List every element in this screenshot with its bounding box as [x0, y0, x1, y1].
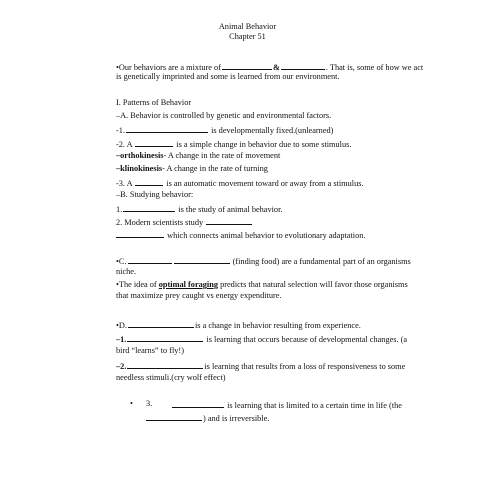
blank-item-b2-cont[interactable] — [116, 229, 164, 238]
item-a: –A. Behavior is controlled by genetic and environmental factors. — [116, 111, 332, 120]
blank-item-2[interactable] — [135, 138, 173, 147]
optimal-foraging-term: optimal foraging — [158, 280, 218, 289]
item-d2-cont: needless stimuli.(cry wolf effect) — [116, 373, 226, 382]
item-d3-bullet: • — [130, 399, 133, 408]
item-2: -2. A is a simple change in behavior due to some stimulus. — [116, 140, 352, 149]
item-c: •C. (finding food) are a fundamental part of an organisms — [116, 257, 411, 266]
blank-item-d3-cont[interactable] — [146, 412, 202, 421]
blank-intro-1[interactable] — [222, 61, 272, 70]
klinokinesis-line: –klinokinesis- A change in the rate of turning — [116, 164, 268, 173]
blank-item-b1[interactable] — [123, 203, 175, 212]
chapter-label: Chapter 51 — [229, 32, 266, 41]
optimal-foraging-cont: that maximize prey caught vs energy expenditure. — [116, 291, 282, 300]
item-3: -3. A is an automatic movement toward or away from a stimulus. — [116, 179, 364, 188]
item-d3: is learning that is limited to a certain time in life (the — [172, 399, 466, 411]
item-1: -1. is developmentally fixed.(unlearned) — [116, 126, 334, 135]
item-d1-cont: bird “learns” to fly!) — [116, 346, 184, 355]
item-d: •D. is a change in behavior resulting from experience. — [116, 321, 361, 330]
blank-item-d2[interactable] — [127, 360, 203, 369]
item-b: –B. Studying behavior: — [116, 190, 194, 199]
document-title: Animal Behavior — [218, 22, 277, 31]
blank-item-d[interactable] — [128, 319, 194, 328]
item-d3-number: 3. — [146, 399, 153, 408]
section-heading: I. Patterns of Behavior — [116, 98, 192, 107]
blank-item-b2[interactable] — [206, 216, 252, 225]
blank-item-3[interactable] — [135, 177, 163, 186]
blank-item-c-2[interactable] — [174, 255, 230, 264]
blank-item-d1[interactable] — [127, 333, 203, 342]
optimal-foraging-line: •The idea of optimal foraging predicts that natural selection will favor those organisms — [116, 280, 408, 289]
intro-line-2: is genetically imprinted and some is learned from our environment. — [116, 72, 340, 81]
item-d3-cont: ) and is irreversible. — [146, 412, 269, 424]
item-d1: –1. is learning that occurs because of developmental changes. (a — [116, 335, 408, 344]
item-c-cont: niche. — [116, 267, 137, 276]
blank-item-d3[interactable] — [172, 399, 224, 408]
orthokinesis-line: –orthokinesis- A change in the rate of movement — [116, 151, 281, 160]
intro-line-1: •Our behaviors are a mixture of & . That is, some of how we act — [116, 63, 424, 72]
item-d2: –2. is learning that results from a loss of responsiveness to some — [116, 362, 406, 371]
item-b2-cont: which connects animal behavior to evolutionary adaptation. — [116, 229, 365, 241]
blank-item-c-1[interactable] — [128, 255, 172, 264]
blank-intro-2[interactable] — [281, 61, 325, 70]
item-b2: 2. Modern scientists study — [116, 216, 253, 228]
item-b1: 1. is the study of animal behavior. — [116, 205, 283, 214]
blank-item-1[interactable] — [126, 124, 208, 133]
